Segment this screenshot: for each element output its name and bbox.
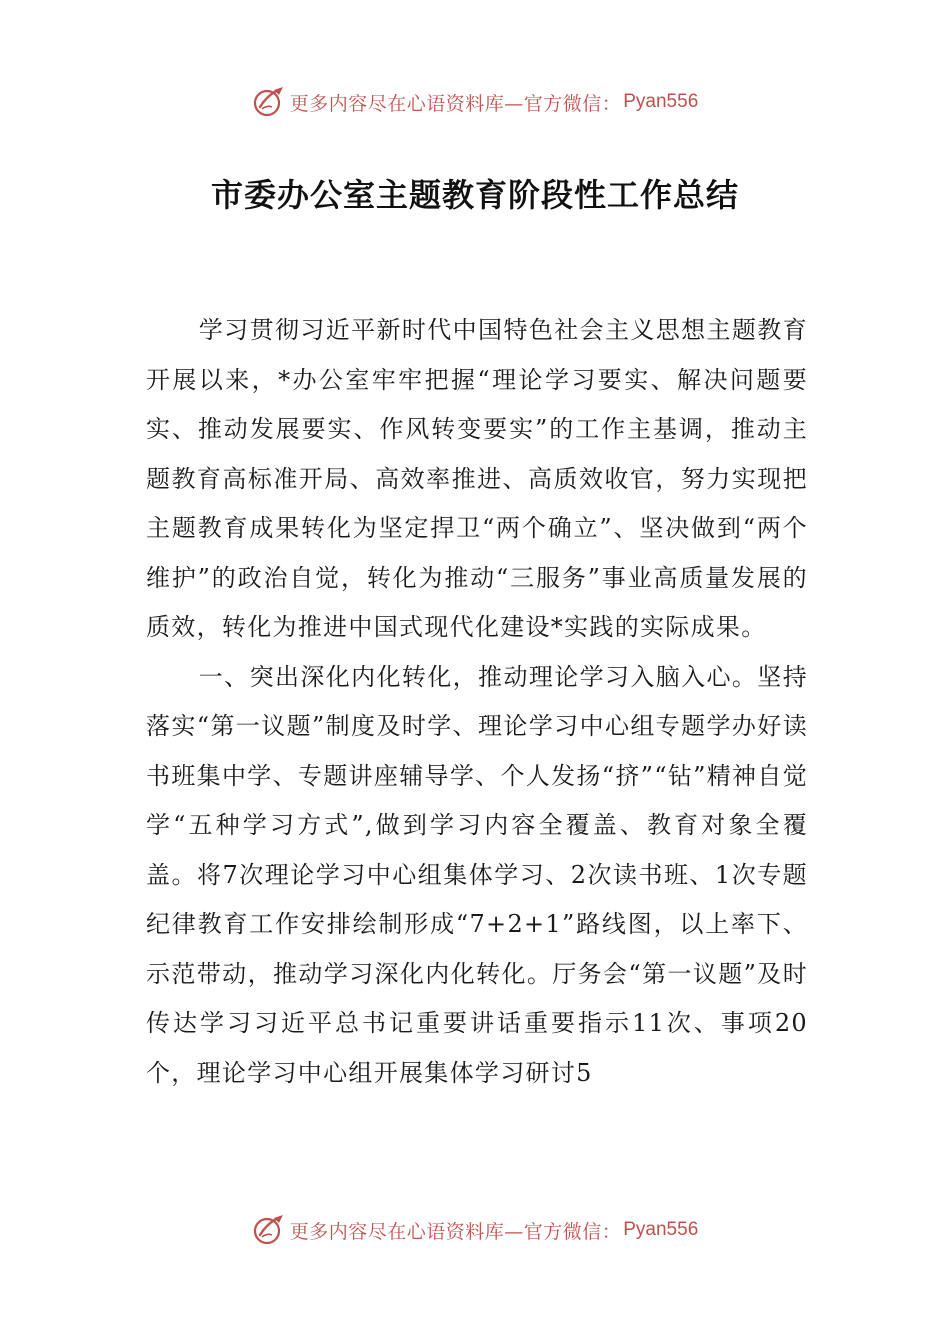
watermark-header (0, 82, 950, 122)
wechat-id: Pyan556 (623, 91, 699, 112)
watermark-text: 更多内容尽在心语资料库—官方微信： (289, 1220, 622, 1243)
paragraph-section-one: 一、突出深化内化转化，推动理论学习入脑入心。坚持落实“第一议题”制度及时学、理论学习中心组专题学办好读书班集中学、专题讲座辅导学、个人发扬“挤”“钻”精神自觉学“五种学习方式”,做到学习内容全覆盖、教育对象全覆盖。将7次理论学习中心组集体学习、2次读书班、1次专题纪律教育工作安排绘制形成“7+2+1”路线图，以上率下、示范带动，推动学习深化内化转化。厅务会“第一议题”及时传达学习习近平总书记重要讲话重要指示11次、事项20个，理论学习中心组开展集体学习研讨5 (146, 662, 808, 1087)
watermark-footer (0, 1210, 950, 1250)
watermark-text: 更多内容尽在心语资料库—官方微信： (289, 92, 622, 115)
pen-logo-icon (252, 1213, 286, 1247)
paragraph-intro: 学习贯彻习近平新时代中国特色社会主义思想主题教育开展以来，*办公室牢牢把握“理论学习要实、解决问题要实、推动发展要实、作风转变要实”的工作主基调，推动主题教育高标准开局、高效率推进、高质效收官，努力实现把主题教育成果转化为坚定捍卫“两个确立”、坚决做到“两个维护”的政治自觉，转化为推动“三服务”事业高质量发展的质效，转化为推进中国式现代化建设*实践的实际成果。 (146, 316, 808, 641)
document-title: 市委办公室主题教育阶段性工作总结 (210, 176, 739, 214)
document-body (146, 306, 808, 1098)
wechat-id: Pyan556 (623, 1219, 699, 1240)
pen-logo-icon (252, 85, 286, 119)
